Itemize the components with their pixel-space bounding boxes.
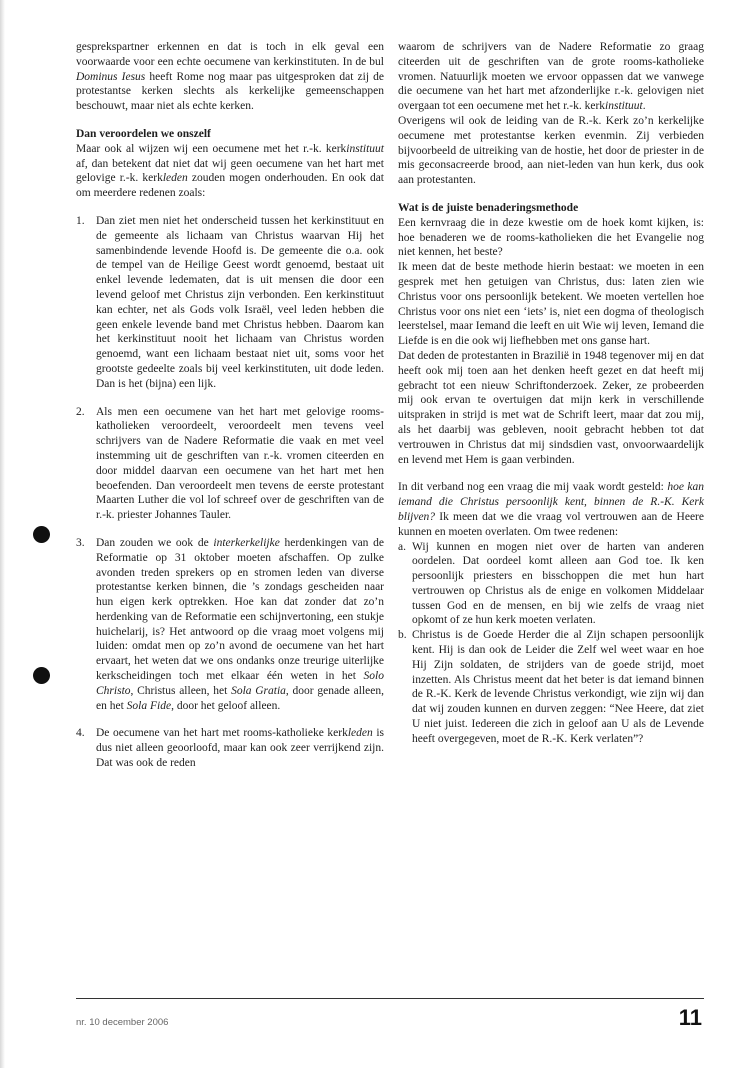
list-marker: 4. — [76, 727, 85, 740]
list-item: 2. Als men een oecumene van het hart met gelovige rooms-katholieken veroordeelt, veroordeelt men tevens veel schrijvers van de Nadere Reformatie die vaak en met veel instemming uit de geschriften van r.-k. vromen citeerden en door middel daarvan een oecumene van het hart met hen beoefenden. Dan veroordeelt men tevens de eerste protestant Maarten Luther die vol lof schreef over de geschriften van de r.-k. priester Johannes Tauler. — [76, 405, 384, 522]
section-heading: Wat is de juiste benaderingsmethode — [398, 201, 579, 214]
scan-edge — [0, 0, 5, 1068]
list-item: b. Christus is de Goede Herder die al Zijn schapen persoonlijk kent. Hij is dan ook de Leider die Zelf wel weet waar en hoe Hij Zijn soldaten, de strijders van de goede strijd, moet inzetten. Als Christus meent dat het beter is dat iemand binnen de R.-K. Kerk de levende Christus verkondigt, wie zijn wij dan dat wij zouden kunnen en durven zeggen: “Nee Heere, dat ziet U niet juist. Iedereen die zich in geloof aan U als de Levende heeft overgegeven, moet de R.-K. Kerk verlaten”? — [398, 629, 704, 745]
list-item: 4. De oecumene van het hart met rooms-katholieke kerkleden is dus niet alleen geoorloofd, maar kan ook zeer verrijkend zijn. Dat was ook de reden — [76, 727, 384, 770]
list-item: 1. Dan ziet men niet het onderscheid tussen het kerkinstituut en de gemeente als lichaam van Christus waarvan Hij het samenbindende levende Hoofd is. De gemeente die o.a. ook de tempel van de Heilige Geest wordt genoemd, bestaat uit enkel levende ledematen, dat is uit mensen die door een levend geloof met Christus zijn verbonden. Een kerkinstituut kan echter, net als Gods volk Israël, veel leden hebben die geen enkele levende band met Christus hebben. Daarom kan het kerkinstituut nooit het lichaam van Christus worden genoemd, want een lichaam bestaat niet uit, soms voor het grootste gedeelte zoals bij veel kerkinstituten, uit dode leden. Dan is het (bijna) een lijk. — [76, 214, 384, 390]
binder-hole — [33, 667, 50, 684]
intro-paragraph: gesprekspartner erkennen en dat is toch in elk geval een voorwaarde voor een echte oecumene van kerkinstituten. In de bul Dominus Iesus heeft Rome nog maar pas uitgesproken dat zij de protestantse kerken slechts als kerkelijke gemeenschappen beschouwt, maar niet als echte kerken. — [76, 41, 384, 113]
body-paragraph: Ik meen dat de beste methode hierin bestaat: we moeten in een gesprek met hen getuigen van Christus, dus: laten zien wie Christus voor ons persoonlijk betekent. We moeten vertellen hoe Christus voor ons niet een ‘iets’ is, niet een dogma of theologisch leerstelsel, maar Iemand die leeft en uit Wie wij leven, Iemand die Liefde is en die ook wij liefhebben met ons ganse hart. — [398, 261, 704, 348]
page-number: 11 — [678, 1005, 702, 1030]
list-marker: 3. — [76, 536, 85, 549]
footer-rule — [76, 998, 704, 999]
lettered-list — [398, 540, 704, 747]
body-paragraph: Maar ook al wijzen wij een oecumene met het r.-k. kerkinstituut af, dan betekent dat niet dat wij geen oecumene van het hart met gelovige r.-k. kerkleden zouden mogen onderhouden. En ook dat om meerdere redenen zoals: — [76, 142, 385, 200]
body-paragraph: Dat deden de protestanten in Brazilië in 1948 tegenover mij en dat heeft ook mij toen aan het denken heeft gezet en dat heeft mij gebracht tot een nieuw Schriftonderzoek. Zeker, ze probeerden mij ook ervan te overtuigen dat mijn kerk in verschillende uitspraken in strijd is met wat de Schrift leert, maar dat zou mij, als het daarbij was gebleven, nooit gebracht hebben tot dat vertrouwen in Christus dat mij sindsdien vast, onvoorwaardelijk en levend met Hem is gaan verbinden. — [398, 349, 704, 466]
body-paragraph: Overigens wil ook de leiding van de R.-k. Kerk zo’n kerkelijke oecumene met protestantse kerken evenmin. Zij verbieden bijvoorbeeld de uitreiking van de hostie, het door de priester in de mis geconsacreerde brood, aan niet-leden van hun kerk, dus ook aan protestanten. — [398, 114, 704, 187]
list-marker: a. — [398, 540, 406, 553]
numbered-list — [76, 214, 384, 771]
list-marker: b. — [398, 629, 407, 642]
section-heading: Dan veroordelen we onszelf — [76, 127, 211, 140]
issue-label: nr. 10 december 2006 — [76, 1017, 169, 1028]
body-paragraph: Een kernvraag die in deze kwestie om de hoek komt kijken, is: hoe benaderen we de rooms-katholieken die het Evangelie nog niet kennen, het beste? — [398, 216, 704, 259]
list-marker: 2. — [76, 405, 85, 418]
left-column — [76, 40, 384, 771]
list-item: a. Wij kunnen en mogen niet over de harten van anderen oordelen. Dat oordeel komt alleen aan God toe. Ik ken persoonlijk priesters en bisschoppen die met hun hart vertrouwen op Christus als de enige en volkomen Middelaar tussen God en de mensen, en bij wie zelfs de vraag niet opkomt of ze hun kerk moeten verlaten. — [398, 540, 704, 627]
body-paragraph: waarom de schrijvers van de Nadere Reformatie zo graag citeerden uit de geschriften van de grote rooms-katholieke vromen. Natuurlijk moeten we ervoor oppassen dat we vanwege die oecumene van het hart met afzonderlijke r.-k. gelovigen niet overgaan tot een oecumene met het r.-k. kerkinstituut. — [398, 41, 704, 113]
body-paragraph: In dit verband nog een vraag die mij vaak wordt gesteld: hoe kan iemand die Christus persoonlijk kent, binnen de R.-K. Kerk blijven? Ik meen dat we die vraag vol vertrouwen aan de Heere kunnen en moeten overlaten. Om twee redenen: — [398, 481, 704, 538]
list-item: 3. Dan zouden we ook de interkerkelijke herdenkingen van de Reformatie op 31 oktober moeten afschaffen. Op zulke avonden treden sprekers op en stromen leden van diverse protestantse kerken binnen, die ’s zondags gescheiden naar hun eigen kerk optrekken. Hoe kan dat zonder dat zo’n herdenking van de Reformatie een schijnvertoning, een stukje huichelarij, is? Het antwoord op die vraag moet volgens mij luiden: omdat men op zo’n avond de oecumene van het hart ervaart, het weten dat we ons ondanks onze treurige uiterlijke kerkscheidingen toch met elkaar één weten in het Solo Christo, Christus alleen, het Sola Gratia, door genade alleen, en het Sola Fide, door het geloof alleen. — [76, 536, 384, 712]
binder-hole — [33, 526, 50, 543]
list-marker: 1. — [76, 214, 85, 227]
right-column — [398, 40, 704, 747]
